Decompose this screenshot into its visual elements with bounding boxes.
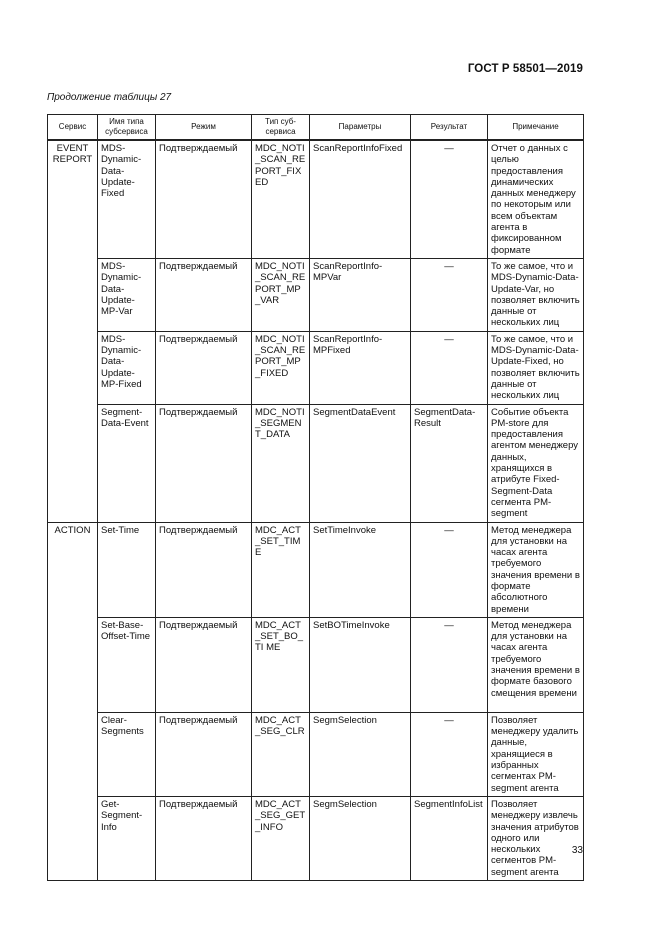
note-cell: То же самое, что и MDS-Dynamic-Data-Update-Var, но позволяет включить данные от нескольких лиц: [488, 258, 584, 331]
col-header-note: Примечание: [488, 115, 584, 141]
subservice-type-cell: MDC_ACT_SET_BO_TI ME: [252, 617, 310, 712]
subservice-name-cell: Set-Time: [98, 522, 156, 617]
result-cell: SegmentData-Result: [411, 404, 488, 522]
mode-cell: Подтверждаемый: [156, 331, 252, 404]
mode-cell: Подтверждаемый: [156, 617, 252, 712]
subservice-type-cell: MDC_NOTI_SCAN_REPORT_MP_FIXED: [252, 331, 310, 404]
table-header-row: [48, 115, 584, 141]
note-cell: Позволяет менеджеру извлечь значения атрибутов одного или нескольких сегментов PM-segment агента: [488, 796, 584, 880]
parameters-cell: SegmentDataEvent: [310, 404, 411, 522]
note-cell: То же самое, что и MDS-Dynamic-Data-Update-Fixed, но позволяет включить данные от нескольких лиц: [488, 331, 584, 404]
result-cell: —: [411, 258, 488, 331]
col-header-parameters: Параметры: [310, 115, 411, 141]
subservice-type-cell: MDC_NOTI_SCAN_REPORT_MP_VAR: [252, 258, 310, 331]
col-header-result: Результат: [411, 115, 488, 141]
table-row: [48, 796, 584, 880]
table-row: [48, 522, 584, 617]
note-cell: Позволяет менеджеру удалить данные, хранящиеся в избранных сегментах PM-segment агента: [488, 712, 584, 796]
col-header-mode: Режим: [156, 115, 252, 141]
result-cell: —: [411, 712, 488, 796]
subservice-name-cell: MDS-Dynamic-Data-Update-Fixed: [98, 140, 156, 258]
note-cell: Отчет о данных с целью предоставления динамических данных менеджеру по некоторым или всем объектам агента в фиксированном формате: [488, 140, 584, 258]
mode-cell: Подтверждаемый: [156, 140, 252, 258]
service-cell-action: ACTION: [48, 522, 98, 881]
col-header-subservice-type: Тип суб-сервиса: [252, 115, 310, 141]
parameters-cell: ScanReportInfoFixed: [310, 140, 411, 258]
subservice-name-cell: MDS-Dynamic-Data-Update-MP-Fixed: [98, 331, 156, 404]
parameters-cell: ScanReportInfo-MPVar: [310, 258, 411, 331]
service-cell-event-report: EVENT REPORT: [48, 140, 98, 522]
col-header-service: Сервис: [48, 115, 98, 141]
subservice-type-cell: MDC_ACT_SEG_CLR: [252, 712, 310, 796]
mode-cell: Подтверждаемый: [156, 712, 252, 796]
spec-table: [47, 114, 584, 881]
parameters-cell: SetBOTimeInvoke: [310, 617, 411, 712]
subservice-type-cell: MDC_NOTI_SCAN_REPORT_FIXED: [252, 140, 310, 258]
subservice-name-cell: Clear-Segments: [98, 712, 156, 796]
parameters-cell: SegmSelection: [310, 712, 411, 796]
table-row: [48, 140, 584, 258]
standard-header: ГОСТ Р 58501—2019: [467, 63, 583, 75]
table-row: [48, 617, 584, 712]
parameters-cell: ScanReportInfo-MPFixed: [310, 331, 411, 404]
mode-cell: Подтверждаемый: [156, 522, 252, 617]
mode-cell: Подтверждаемый: [156, 404, 252, 522]
subservice-type-cell: MDC_NOTI_SEGMENT_DATA: [252, 404, 310, 522]
subservice-name-cell: Set-Base-Offset-Time: [98, 617, 156, 712]
result-cell: —: [411, 617, 488, 712]
parameters-cell: SetTimeInvoke: [310, 522, 411, 617]
result-cell: —: [411, 140, 488, 258]
result-cell: —: [411, 331, 488, 404]
mode-cell: Подтверждаемый: [156, 796, 252, 880]
note-cell: Событие объекта PM-store для предоставления агентом менеджеру данных, хранящихся в атрибуте Fixed-Segment-Data сегмента PM-segment: [488, 404, 584, 522]
page-number: 33: [571, 845, 583, 856]
parameters-cell: SegmSelection: [310, 796, 411, 880]
result-cell: —: [411, 522, 488, 617]
subservice-name-cell: MDS-Dynamic-Data-Update-MP-Var: [98, 258, 156, 331]
table-row: [48, 712, 584, 796]
table-row: [48, 258, 584, 331]
col-header-subservice-name: Имя типа субсервиса: [98, 115, 156, 141]
subservice-type-cell: MDC_ACT_SEG_GET_INFO: [252, 796, 310, 880]
subservice-type-cell: MDC_ACT_SET_TIME: [252, 522, 310, 617]
note-cell: Метод менеджера для установки на часах агента требуемого значения времени в формате базового смещения времени: [488, 617, 584, 712]
result-cell: SegmentInfoList: [411, 796, 488, 880]
table-row: [48, 331, 584, 404]
note-cell: Метод менеджера для установки на часах агента требуемого значения времени в формате абсолютного времени: [488, 522, 584, 617]
subservice-name-cell: Segment-Data-Event: [98, 404, 156, 522]
table-row: [48, 404, 584, 522]
mode-cell: Подтверждаемый: [156, 258, 252, 331]
table-caption: Продолжение таблицы 27: [47, 92, 172, 103]
subservice-name-cell: Get-Segment-Info: [98, 796, 156, 880]
